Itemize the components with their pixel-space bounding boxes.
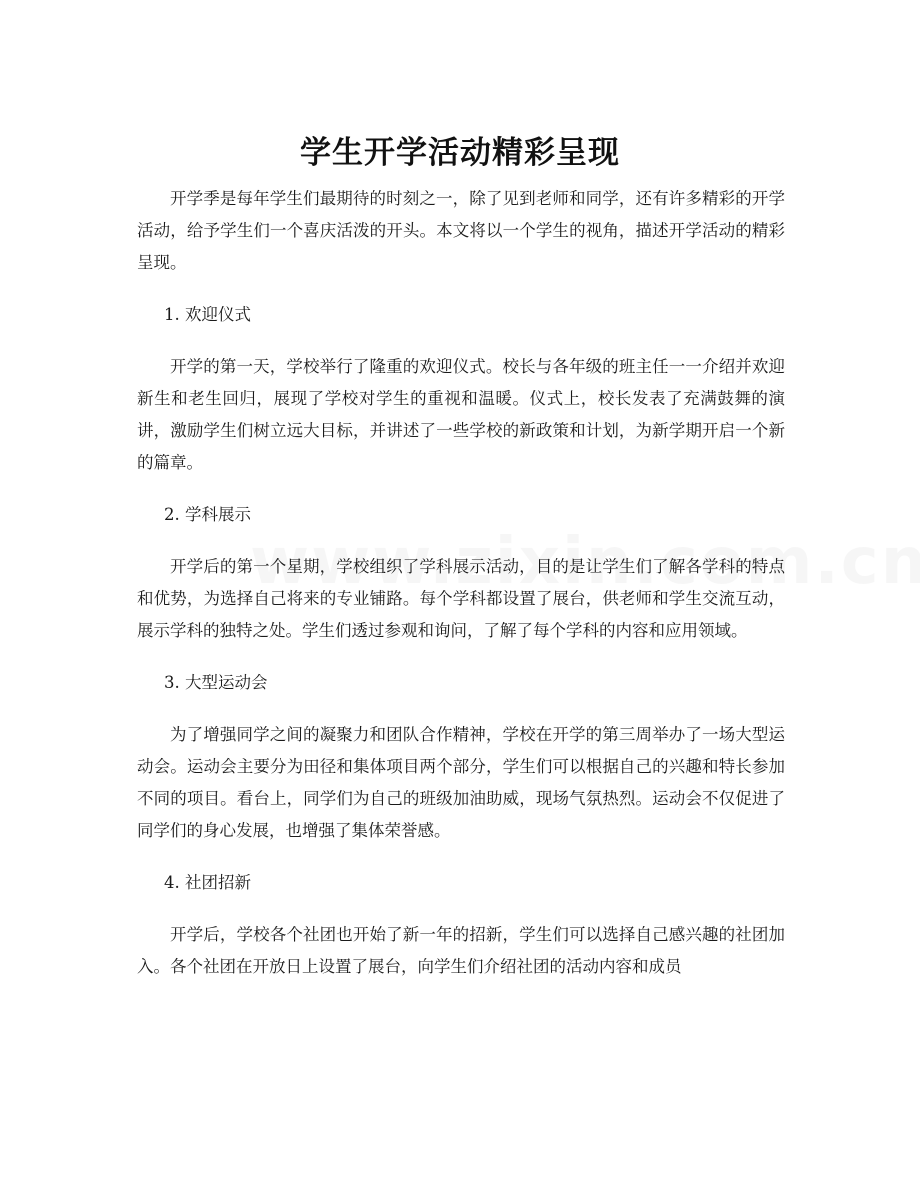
article-body [137,183,785,983]
page-title: 学生开学活动精彩呈现 [300,134,620,171]
intro-paragraph: 开学季是每年学生们最期待的时刻之一，除了见到老师和同学，还有许多精彩的开学活动，给予学生们一个喜庆活泼的开头。本文将以一个学生的视角，描述开学活动的精彩呈现。 [137,189,785,272]
section-paragraph-clubs: 开学后，学校各个社团也开始了新一年的招新，学生们可以选择自己感兴趣的社团加入。各个社团在开放日上设置了展台，向学生们介绍社团的活动内容和成员 [137,925,785,976]
section-heading-clubs: 4. 社团招新 [164,873,251,892]
section-paragraph-welcome: 开学的第一天，学校举行了隆重的欢迎仪式。校长与各年级的班主任一一介绍并欢迎新生和老生回归，展现了学校对学生的重视和温暖。仪式上，校长发表了充满鼓舞的演讲，激励学生们树立远大目标，并讲述了一些学校的新政策和计划，为新学期开启一个新的篇章。 [137,357,785,472]
section-heading-sports: 3. 大型运动会 [164,673,268,692]
section-paragraph-subjects: 开学后的第一个星期，学校组织了学科展示活动，目的是让学生们了解各学科的特点和优势，为选择自己将来的专业铺路。每个学科都设置了展台，供老师和学生交流互动，展示学科的独特之处。学生们透过参观和询问，了解了每个学科的内容和应用领域。 [137,557,785,640]
section-heading-welcome: 1. 欢迎仪式 [164,305,251,324]
section-heading-subjects: 2. 学科展示 [164,505,251,524]
section-paragraph-sports: 为了增强同学之间的凝聚力和团队合作精神，学校在开学的第三周举办了一场大型运动会。运动会主要分为田径和集体项目两个部分，学生们可以根据自己的兴趣和特长参加不同的项目。看台上，同学们为自己的班级加油助威，现场气氛热烈。运动会不仅促进了同学们的身心发展，也增强了集体荣誉感。 [137,725,785,840]
